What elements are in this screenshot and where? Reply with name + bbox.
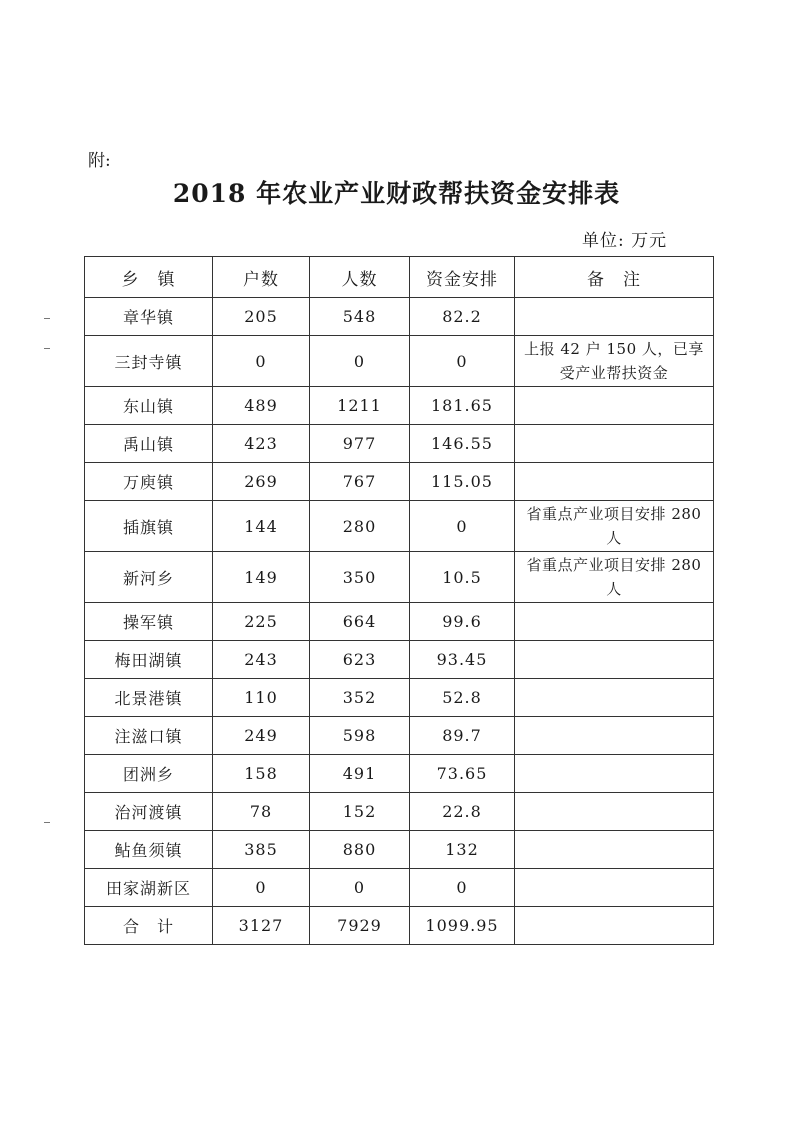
table-row — [85, 869, 714, 907]
cell-note — [515, 679, 714, 717]
cell-note — [515, 425, 714, 463]
cell-funds: 181.65 — [410, 387, 515, 425]
funding-table — [84, 256, 714, 945]
cell-households: 158 — [213, 755, 310, 793]
cell-note — [515, 603, 714, 641]
cell-note — [515, 298, 714, 336]
cell-note — [515, 755, 714, 793]
cell-note — [515, 717, 714, 755]
cell-households: 110 — [213, 679, 310, 717]
cell-people: 548 — [310, 298, 410, 336]
cell-people: 977 — [310, 425, 410, 463]
cell-households: 149 — [213, 552, 310, 603]
cell-town: 东山镇 — [85, 387, 213, 425]
cell-households: 225 — [213, 603, 310, 641]
cell-town: 万庾镇 — [85, 463, 213, 501]
cell-note: 省重点产业项目安排 280 人 — [515, 552, 714, 603]
cell-note: 省重点产业项目安排 280 人 — [515, 501, 714, 552]
cell-households: 489 — [213, 387, 310, 425]
table-row — [85, 603, 714, 641]
cell-households: 243 — [213, 641, 310, 679]
unit-label: 单位: 万元 — [582, 231, 668, 251]
column-header-funds: 资金安排 — [410, 257, 515, 298]
cell-funds: 82.2 — [410, 298, 515, 336]
table-row — [85, 831, 714, 869]
cell-people: 350 — [310, 552, 410, 603]
cell-people: 880 — [310, 831, 410, 869]
cell-funds: 0 — [410, 501, 515, 552]
cell-households: 78 — [213, 793, 310, 831]
cell-town: 梅田湖镇 — [85, 641, 213, 679]
cell-people: 0 — [310, 336, 410, 387]
cell-total-note — [515, 907, 714, 945]
column-header-note: 备 注 — [515, 257, 714, 298]
cell-town: 团洲乡 — [85, 755, 213, 793]
cell-funds: 99.6 — [410, 603, 515, 641]
cell-funds: 73.65 — [410, 755, 515, 793]
cell-total-funds: 1099.95 — [410, 907, 515, 945]
cell-town: 新河乡 — [85, 552, 213, 603]
table-row — [85, 552, 714, 603]
cell-town: 三封寺镇 — [85, 336, 213, 387]
cell-note — [515, 869, 714, 907]
cell-households: 144 — [213, 501, 310, 552]
cell-total-people: 7929 — [310, 907, 410, 945]
cell-funds: 89.7 — [410, 717, 515, 755]
cell-town: 治河渡镇 — [85, 793, 213, 831]
table-row — [85, 387, 714, 425]
table-row — [85, 755, 714, 793]
page-title: 2018 年农业产业财政帮扶资金安排表 — [172, 179, 621, 208]
cell-households: 0 — [213, 869, 310, 907]
table-row — [85, 793, 714, 831]
cell-people: 767 — [310, 463, 410, 501]
cell-note — [515, 831, 714, 869]
cell-town: 田家湖新区 — [85, 869, 213, 907]
table-row — [85, 679, 714, 717]
cell-funds: 146.55 — [410, 425, 515, 463]
table-row — [85, 463, 714, 501]
cell-people: 152 — [310, 793, 410, 831]
cell-households: 423 — [213, 425, 310, 463]
cell-people: 664 — [310, 603, 410, 641]
cell-people: 1211 — [310, 387, 410, 425]
cell-households: 269 — [213, 463, 310, 501]
cell-town: 北景港镇 — [85, 679, 213, 717]
cell-town: 插旗镇 — [85, 501, 213, 552]
cell-households: 385 — [213, 831, 310, 869]
cell-total-label: 合 计 — [85, 907, 213, 945]
cell-note — [515, 387, 714, 425]
table-row — [85, 717, 714, 755]
cell-note — [515, 793, 714, 831]
cell-people: 598 — [310, 717, 410, 755]
table-row — [85, 298, 714, 336]
cell-people: 352 — [310, 679, 410, 717]
cell-people: 491 — [310, 755, 410, 793]
cell-note — [515, 463, 714, 501]
cell-town: 操军镇 — [85, 603, 213, 641]
table-row — [85, 425, 714, 463]
table-row — [85, 501, 714, 552]
cell-town: 章华镇 — [85, 298, 213, 336]
cell-funds: 132 — [410, 831, 515, 869]
table-header-row — [85, 257, 714, 298]
column-header-town: 乡 镇 — [85, 257, 213, 298]
column-header-households: 户数 — [213, 257, 310, 298]
cell-people: 280 — [310, 501, 410, 552]
cell-households: 0 — [213, 336, 310, 387]
cell-funds: 0 — [410, 869, 515, 907]
cell-note — [515, 641, 714, 679]
cell-people: 623 — [310, 641, 410, 679]
annex-label: 附: — [88, 151, 111, 171]
column-header-people: 人数 — [310, 257, 410, 298]
cell-funds: 22.8 — [410, 793, 515, 831]
cell-funds: 10.5 — [410, 552, 515, 603]
cell-funds: 52.8 — [410, 679, 515, 717]
cell-people: 0 — [310, 869, 410, 907]
table-row — [85, 641, 714, 679]
cell-funds: 93.45 — [410, 641, 515, 679]
cell-town: 禹山镇 — [85, 425, 213, 463]
cell-funds: 115.05 — [410, 463, 515, 501]
cell-funds: 0 — [410, 336, 515, 387]
cell-households: 249 — [213, 717, 310, 755]
cell-town: 注滋口镇 — [85, 717, 213, 755]
table-total-row — [85, 907, 714, 945]
cell-note: 上报 42 户 150 人，已享受产业帮扶资金 — [515, 336, 714, 387]
table-row — [85, 336, 714, 387]
cell-town: 鲇鱼须镇 — [85, 831, 213, 869]
cell-total-households: 3127 — [213, 907, 310, 945]
cell-households: 205 — [213, 298, 310, 336]
